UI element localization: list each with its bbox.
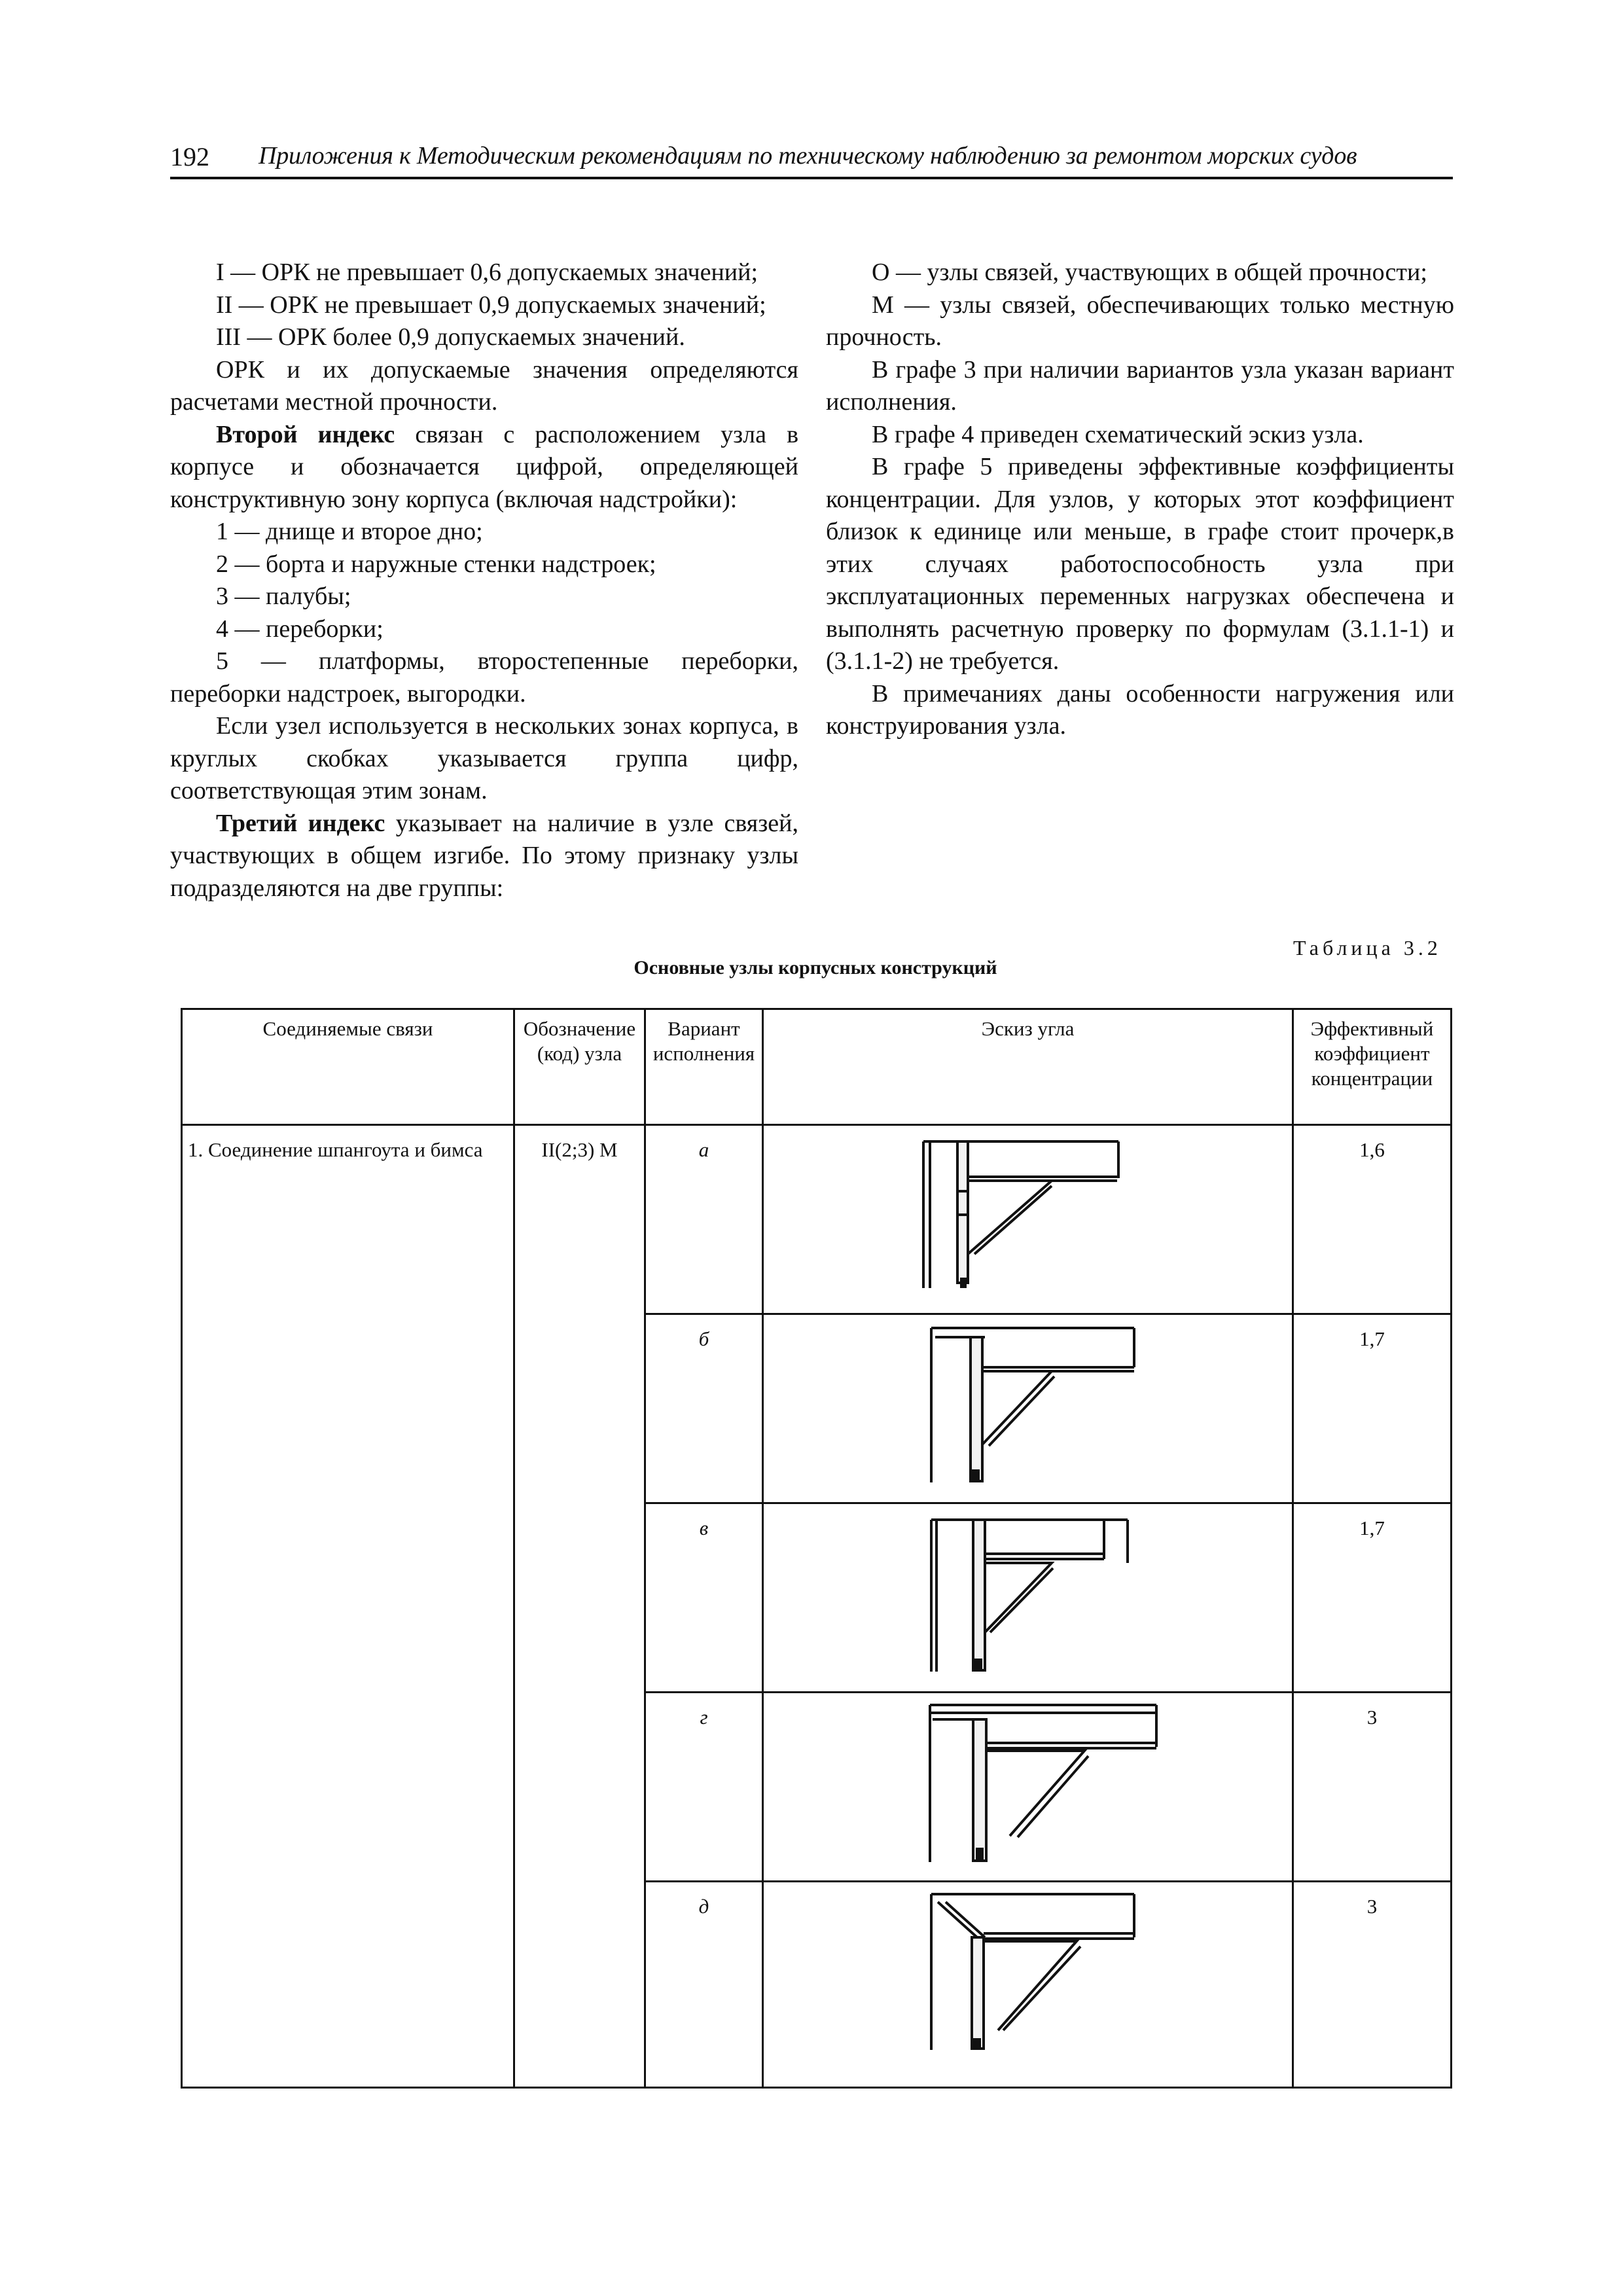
code-cell: II(2;3) М <box>514 1125 645 2088</box>
sketch-cell <box>763 1503 1293 1693</box>
page-header <box>170 139 1453 179</box>
frame-beam-bracket-icon <box>764 1315 1291 1490</box>
paragraph: 4 — переборки; <box>216 615 383 643</box>
paragraph: 3 — палубы; <box>216 583 351 610</box>
paragraph: 2 — борта и наружные стенки надстроек; <box>216 550 656 578</box>
header-code: Обозначение (код) узла <box>514 1009 645 1125</box>
paragraph-text: связан с расположением узла в корпусе и обозначается цифрой, определяющей конструктивную зону корпуса (включая надстройки): <box>170 420 799 513</box>
frame-beam-bracket-icon <box>764 1504 1291 1679</box>
paragraph: В графе 4 приведен схематический эскиз узла. <box>872 420 1364 448</box>
table-row <box>182 1125 1452 1314</box>
variant-cell: в <box>645 1503 763 1693</box>
coefficient-cell: 1,7 <box>1293 1314 1452 1503</box>
paragraph: II — ОРК не превышает 0,9 допускаемых значений; <box>216 291 766 319</box>
paragraph: В примечаниях даны особенности нагружения или конструирования узла. <box>826 679 1454 740</box>
frame-beam-bracket-icon <box>764 1126 1291 1301</box>
variant-cell: г <box>645 1693 763 1882</box>
coefficient-cell: 3 <box>1293 1882 1452 2088</box>
paragraph: III — ОРК более 0,9 допускаемых значений. <box>216 323 685 351</box>
sketch-cell <box>763 1693 1293 1882</box>
paragraph: М — узлы связей, обеспечивающих только местную прочность. <box>826 291 1454 351</box>
paragraph: 5 — платформы, второстепенные переборки, переборки надстроек, выгородки. <box>170 647 798 708</box>
paragraph: 1 — днище и второе дно; <box>216 518 483 545</box>
paragraph: В графе 3 при наличии вариантов узла указан вариант исполнения. <box>826 355 1454 416</box>
coefficient-cell: 1,7 <box>1293 1503 1452 1693</box>
header-rule <box>170 177 1453 179</box>
frame-beam-bracket-icon <box>764 1882 1291 2075</box>
paragraph: I — ОРК не превышает 0,6 допускаемых значений; <box>216 259 758 286</box>
header-coef: Эффективный коэффициент концентрации <box>1293 1009 1452 1125</box>
sketch-cell <box>763 1882 1293 2088</box>
paragraph <box>170 419 798 516</box>
header-variant: Вариант исполнения <box>645 1009 763 1125</box>
nodes-table <box>181 1008 1452 2089</box>
coefficient-cell: 1,6 <box>1293 1125 1452 1314</box>
paragraph: В графе 5 приведены эффективные коэффициенты концентрации. Для узлов, у которых этот коэффициент близок к единице или меньше, в графе стоит прочерк,в этих случаях работоспособность узла при эксплуатационных переменных нагрузках обеспечена и выполнять расчетную проверку по формулам (3.1.1-1) и (3.1.1-2) не требуется. <box>826 453 1454 675</box>
paragraph: О — узлы связей, участвующих в общей прочности; <box>872 259 1427 286</box>
header-connected: Соединяемые связи <box>182 1009 514 1125</box>
paragraph: ОРК и их допускаемые значения определяются расчетами местной прочности. <box>170 355 798 416</box>
page-number: 192 <box>170 142 209 171</box>
running-title: Приложения к Методическим рекомендациям по техническому наблюдению за ремонтом морских судов <box>259 142 1357 170</box>
table-label: Таблица 3.2 <box>1293 936 1442 960</box>
connection-cell: 1. Соединение шпангоута и бимса <box>182 1125 514 2088</box>
bold-term: Второй индекс <box>216 420 395 448</box>
variant-cell: д <box>645 1882 763 2088</box>
right-text-column <box>826 257 1454 743</box>
sketch-cell <box>763 1125 1293 1314</box>
paragraph <box>170 808 798 905</box>
sketch-cell <box>763 1314 1293 1503</box>
left-text-column <box>170 257 798 905</box>
header-sketch: Эскиз угла <box>763 1009 1293 1125</box>
table-title: Основные узлы корпусных конструкций <box>633 957 997 978</box>
table-header-row <box>182 1009 1452 1125</box>
coefficient-cell: 3 <box>1293 1693 1452 1882</box>
paragraph: Если узел используется в нескольких зонах корпуса, в круглых скобках указывается группа цифр, соответствующая этим зонам. <box>170 712 798 804</box>
bold-term: Третий индекс <box>216 809 385 837</box>
variant-cell: б <box>645 1314 763 1503</box>
frame-beam-bracket-icon <box>764 1693 1291 1869</box>
variant-cell: а <box>645 1125 763 1314</box>
paragraph-text: указывает на наличие в узле связей, участвующих в общем изгибе. По этому признаку узлы подразделяются на две группы: <box>170 809 798 902</box>
